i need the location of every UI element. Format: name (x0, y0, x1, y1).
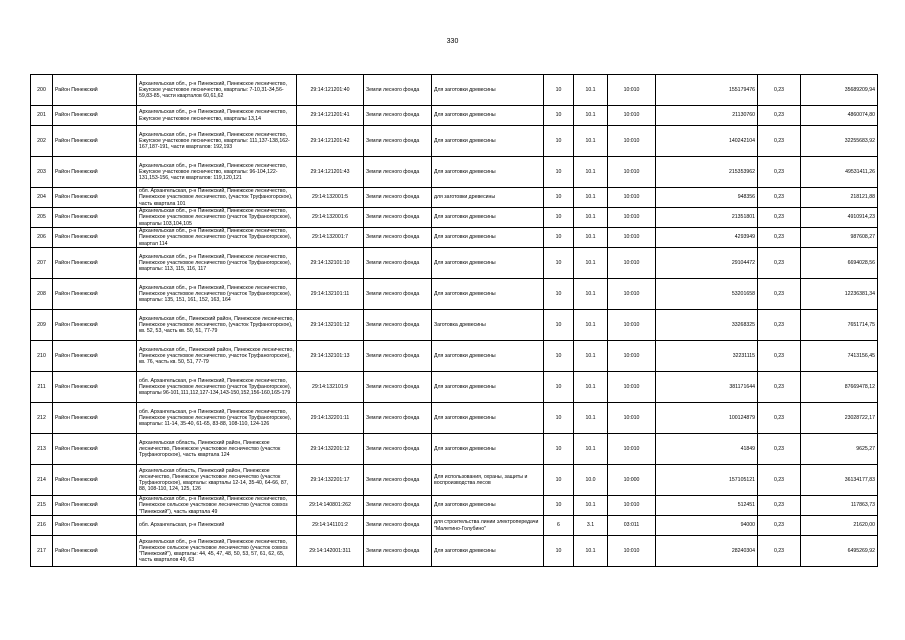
district-cell: Район Пинежский (53, 75, 137, 106)
area-value: 215353962 (656, 157, 758, 188)
address-cell: Архангельская обл., р-н Пинежский, Пинежское лесничество, Пинежское участковое лесничество (участок Труфаногорское), кварталы: 113, 115, 116, 117 (137, 248, 297, 279)
table-row (31, 496, 878, 516)
permitted-use: Для заготовки древесины (432, 157, 544, 188)
table-row (31, 279, 878, 310)
district-cell: Район Пинежский (53, 126, 137, 157)
area-value: 21351801 (656, 208, 758, 228)
group-code: 6 (544, 516, 574, 536)
address-cell: Архангельская обл., р-н Пинежский, Пинежское лесничество, Ежугское участковое лесничество, кварталы: 96-104,122-131,153-156, части кварталов: 119,120,121 (137, 157, 297, 188)
use-code: 03:011 (608, 516, 656, 536)
table-row (31, 465, 878, 496)
permitted-use: Для заготовки древесины (432, 75, 544, 106)
area-value: 100124879 (656, 403, 758, 434)
use-code: 10:010 (608, 372, 656, 403)
group-code: 10 (544, 372, 574, 403)
group-code: 10 (544, 536, 574, 567)
row-number: 202 (31, 126, 53, 157)
use-code: 10:010 (608, 75, 656, 106)
subgroup-code: 10.1 (574, 496, 608, 516)
rate-value: 0,23 (758, 106, 801, 126)
cadastral-number: 29:14:142001:311 (297, 536, 364, 567)
area-value: 948356 (656, 188, 758, 208)
cadastral-number: 29:14:132101:9 (297, 372, 364, 403)
area-value: 94000 (656, 516, 758, 536)
row-number: 216 (31, 516, 53, 536)
cadastral-value: 7413156,45 (801, 341, 878, 372)
row-number: 210 (31, 341, 53, 372)
land-category: Земли лесного фонда (364, 279, 432, 310)
row-number: 217 (31, 536, 53, 567)
row-number: 214 (31, 465, 53, 496)
district-cell: Район Пинежский (53, 279, 137, 310)
group-code: 10 (544, 279, 574, 310)
page-number: 330 (446, 38, 459, 45)
subgroup-code: 10.1 (574, 248, 608, 279)
rate-value: 0,23 (758, 403, 801, 434)
cadastral-number: 29:14:132201:12 (297, 434, 364, 465)
rate-value: 0,23 (758, 310, 801, 341)
subgroup-code: 10.1 (574, 106, 608, 126)
cadastral-value: 87669478,12 (801, 372, 878, 403)
land-category: Земли лесного фонда (364, 341, 432, 372)
permitted-use: Для заготовки древесины (432, 279, 544, 310)
subgroup-code: 10.0 (574, 465, 608, 496)
area-value: 157105121 (656, 465, 758, 496)
cadastral-value: 32255683,92 (801, 126, 878, 157)
use-code: 10:010 (608, 248, 656, 279)
address-cell: обл. Архангельская, р-н Пинежский, Пинежское лесничество, Пинежское участковое лесничество (участок Труфаногорское), кварталы: 11-14, 35-40, 61-65, 83-88, 108-110, 124-126 (137, 403, 297, 434)
cadastral-number: 29:14:141101:2 (297, 516, 364, 536)
permitted-use: Для заготовки древесины (432, 248, 544, 279)
land-category: Земли лесного фонда (364, 157, 432, 188)
address-cell: Архангельская обл., р-н Пинежский, Пинежское лесничество, Пинежское участковое лесничество (участок Труфаногорское), квартал 114 (137, 228, 297, 248)
rate-value: 0,23 (758, 248, 801, 279)
use-code: 10:010 (608, 403, 656, 434)
use-code: 10:010 (608, 310, 656, 341)
land-registry-table (30, 74, 878, 567)
cadastral-value: 6495269,92 (801, 536, 878, 567)
permitted-use: Для заготовки древесины (432, 536, 544, 567)
area-value: 41849 (656, 434, 758, 465)
use-code: 10:010 (608, 228, 656, 248)
permitted-use: Для заготовки древесины (432, 496, 544, 516)
permitted-use: Для использования, охраны, защиты и воспроизводства лесов (432, 465, 544, 496)
use-code: 10:010 (608, 208, 656, 228)
rate-value: 0,23 (758, 341, 801, 372)
district-cell: Район Пинежский (53, 228, 137, 248)
permitted-use: Для заготовки древесины (432, 372, 544, 403)
group-code: 10 (544, 208, 574, 228)
district-cell: Район Пинежский (53, 516, 137, 536)
group-code: 10 (544, 126, 574, 157)
table-row (31, 310, 878, 341)
row-number: 203 (31, 157, 53, 188)
permitted-use: Для заготовки древесины (432, 208, 544, 228)
permitted-use: Для заготовки древесины (432, 403, 544, 434)
subgroup-code: 10.1 (574, 310, 608, 341)
district-cell: Район Пинежский (53, 536, 137, 567)
group-code: 10 (544, 106, 574, 126)
row-number: 205 (31, 208, 53, 228)
district-cell: Район Пинежский (53, 310, 137, 341)
area-value: 32231115 (656, 341, 758, 372)
land-category: Земли лесного фонда (364, 434, 432, 465)
table-row (31, 403, 878, 434)
area-value: 4293949 (656, 228, 758, 248)
rate-value: 0,23 (758, 516, 801, 536)
land-category: Земли лесного фонда (364, 310, 432, 341)
cadastral-value: 21620,00 (801, 516, 878, 536)
address-cell: обл. Архангельская, р-н Пинежский, Пинежское лесничество, Пинежское участковое лесничество, (участок Труфаногорское), часть квартала 101 (137, 188, 297, 208)
cadastral-number: 29:14:132101:12 (297, 310, 364, 341)
cadastral-value: 23028722,17 (801, 403, 878, 434)
group-code: 10 (544, 341, 574, 372)
group-code: 10 (544, 188, 574, 208)
row-number: 211 (31, 372, 53, 403)
district-cell: Район Пинежский (53, 157, 137, 188)
cadastral-number: 29:14:132201:17 (297, 465, 364, 496)
use-code: 10:010 (608, 536, 656, 567)
address-cell: Архангельская область, Пинежский район, Пинежское лесничество, Пинежское участковое лесничество (участок Труфаногорское), часть квартала 124 (137, 434, 297, 465)
permitted-use: Заготовка древесины (432, 310, 544, 341)
group-code: 10 (544, 248, 574, 279)
subgroup-code: 3.1 (574, 516, 608, 536)
rate-value: 0,23 (758, 188, 801, 208)
row-number: 208 (31, 279, 53, 310)
subgroup-code: 10.1 (574, 228, 608, 248)
permitted-use: Для заготовки древесины (432, 434, 544, 465)
table-row (31, 188, 878, 208)
district-cell: Район Пинежский (53, 106, 137, 126)
address-cell: Архангельская обл., Пинежский район, Пинежское лесничество, Пинежское участковое лесничество, (участок Труфаногорское), кв. 52, 53, часть кв. 50, 51, 77-79 (137, 310, 297, 341)
group-code: 10 (544, 310, 574, 341)
subgroup-code: 10.1 (574, 372, 608, 403)
address-cell: Архангельская обл., р-н Пинежский, Пинежское лесничество, Ежугское участковое лесничество, кварталы: 7-10,31-34,56-59,83-85, части кварталов 60,61,62 (137, 75, 297, 106)
land-category: Земли лесного фонда (364, 372, 432, 403)
rate-value: 0,23 (758, 75, 801, 106)
row-number: 209 (31, 310, 53, 341)
group-code: 10 (544, 403, 574, 434)
subgroup-code: 10.1 (574, 403, 608, 434)
cadastral-value: 117863,73 (801, 496, 878, 516)
cadastral-value: 6694028,56 (801, 248, 878, 279)
land-category: Земли лесного фонда (364, 126, 432, 157)
cadastral-value: 49531411,26 (801, 157, 878, 188)
row-number: 201 (31, 106, 53, 126)
table-row (31, 434, 878, 465)
group-code: 10 (544, 496, 574, 516)
cadastral-value: 12236381,34 (801, 279, 878, 310)
district-cell: Район Пинежский (53, 188, 137, 208)
subgroup-code: 10.1 (574, 208, 608, 228)
group-code: 10 (544, 465, 574, 496)
cadastral-number: 29:14:132101:10 (297, 248, 364, 279)
cadastral-value: 36134177,83 (801, 465, 878, 496)
rate-value: 0,23 (758, 496, 801, 516)
row-number: 200 (31, 75, 53, 106)
district-cell: Район Пинежский (53, 403, 137, 434)
area-value: 381171644 (656, 372, 758, 403)
table-row (31, 106, 878, 126)
subgroup-code: 10.1 (574, 536, 608, 567)
address-cell: Архангельская обл., р-н Пинежский, Пинежское лесничество, Пинежское сельское участковое лесничество (участок совхоз "Пинежский"), часть квартала 49 (137, 496, 297, 516)
district-cell: Район Пинежский (53, 248, 137, 279)
area-value: 53201658 (656, 279, 758, 310)
district-cell: Район Пинежский (53, 208, 137, 228)
rate-value: 0,23 (758, 208, 801, 228)
table-row (31, 248, 878, 279)
row-number: 212 (31, 403, 53, 434)
cadastral-number: 29:14:132101:11 (297, 279, 364, 310)
subgroup-code: 10.1 (574, 75, 608, 106)
district-cell: Район Пинежский (53, 341, 137, 372)
cadastral-value: 9625,27 (801, 434, 878, 465)
address-cell: Архангельская обл., р-н Пинежский, Пинежское лесничество, Пинежское участковое лесничество (участок Труфаногорское), кварталы 103,104,105 (137, 208, 297, 228)
use-code: 10:010 (608, 279, 656, 310)
area-value: 140242104 (656, 126, 758, 157)
land-category: Земли лесного фонда (364, 516, 432, 536)
land-category: Земли лесного фонда (364, 465, 432, 496)
row-number: 204 (31, 188, 53, 208)
area-value: 21130760 (656, 106, 758, 126)
permitted-use: для строительства линии электропередачи "Малетино-Голубино" (432, 516, 544, 536)
rate-value: 0,23 (758, 228, 801, 248)
land-category: Земли лесного фонда (364, 403, 432, 434)
cadastral-value: 4910914,23 (801, 208, 878, 228)
cadastral-number: 29:14:121201:43 (297, 157, 364, 188)
district-cell: Район Пинежский (53, 434, 137, 465)
cadastral-value: 7651714,75 (801, 310, 878, 341)
cadastral-number: 29:14:132001:5 (297, 188, 364, 208)
rate-value: 0,23 (758, 536, 801, 567)
row-number: 206 (31, 228, 53, 248)
address-cell: Архангельская обл., р-н Пинежский, Пинежское лесничество, Ежугское участковое лесничество, кварталы 13,14 (137, 106, 297, 126)
subgroup-code: 10.1 (574, 279, 608, 310)
land-category: Земли лесного фонда (364, 228, 432, 248)
area-value: 512451 (656, 496, 758, 516)
permitted-use: Для заготовки древесины (432, 126, 544, 157)
district-cell: Район Пинежский (53, 465, 137, 496)
cadastral-number: 29:14:132001:6 (297, 208, 364, 228)
table-row (31, 536, 878, 567)
area-value: 28240304 (656, 536, 758, 567)
address-cell: обл. Архангельская, р-н Пинежский (137, 516, 297, 536)
subgroup-code: 10.1 (574, 188, 608, 208)
area-value: 155179476 (656, 75, 758, 106)
subgroup-code: 10.1 (574, 126, 608, 157)
district-cell: Район Пинежский (53, 372, 137, 403)
row-number: 213 (31, 434, 53, 465)
rate-value: 0,23 (758, 465, 801, 496)
cadastral-value: 4860074,80 (801, 106, 878, 126)
row-number: 207 (31, 248, 53, 279)
cadastral-number: 29:14:132101:13 (297, 341, 364, 372)
use-code: 10:010 (608, 496, 656, 516)
permitted-use: Для заготовки древесины (432, 106, 544, 126)
subgroup-code: 10.1 (574, 157, 608, 188)
rate-value: 0,23 (758, 279, 801, 310)
table-row (31, 372, 878, 403)
land-category: Земли лесного фонда (364, 188, 432, 208)
group-code: 10 (544, 228, 574, 248)
use-code: 10:010 (608, 341, 656, 372)
land-category: Земли лесного фонда (364, 208, 432, 228)
address-cell: обл. Архангельская, р-н Пинежский, Пинежское лесничество, Пинежское участковое лесничество (участок Труфаногорское), кварталы 96-101,111,112,127-134,143-150,152,156-160,165-179 (137, 372, 297, 403)
table-row (31, 228, 878, 248)
cadastral-number: 29:14:132001:7 (297, 228, 364, 248)
use-code: 10:010 (608, 188, 656, 208)
subgroup-code: 10.1 (574, 341, 608, 372)
permitted-use: Для заготовки древесины (432, 341, 544, 372)
use-code: 10:010 (608, 106, 656, 126)
area-value: 33268325 (656, 310, 758, 341)
use-code: 10:010 (608, 157, 656, 188)
cadastral-value: 987608,27 (801, 228, 878, 248)
permitted-use: для заготовки древесины (432, 188, 544, 208)
table-row (31, 75, 878, 106)
cadastral-number: 29:14:132201:11 (297, 403, 364, 434)
cadastral-number: 29:14:121201:42 (297, 126, 364, 157)
rate-value: 0,23 (758, 434, 801, 465)
cadastral-number: 29:14:121201:41 (297, 106, 364, 126)
table-row (31, 516, 878, 536)
land-category: Земли лесного фонда (364, 496, 432, 516)
rate-value: 0,23 (758, 157, 801, 188)
group-code: 10 (544, 157, 574, 188)
address-cell: Архангельская обл., р-н Пинежский, Пинежское лесничество, Пинежское участковое лесничество (участок Труфаногорское), кварталы: 135, 151, 161, 152, 163, 164 (137, 279, 297, 310)
cadastral-value: 218121,88 (801, 188, 878, 208)
address-cell: Архангельская обл., р-н Пинежский, Пинежское лесничество, Ежугское участковое лесничество, кварталы: 111,137-138,162-167,187-191, части кварталов: 192,193 (137, 126, 297, 157)
use-code: 10:000 (608, 465, 656, 496)
land-category: Земли лесного фонда (364, 536, 432, 567)
cadastral-value: 35689209,94 (801, 75, 878, 106)
district-cell: Район Пинежский (53, 496, 137, 516)
group-code: 10 (544, 434, 574, 465)
address-cell: Архангельская область, Пинежский район, Пинежское лесничество, Пинежское участковое лесничество (участок Труфаногорское), кварталы: кварталы 12-14, 35-40, 64-66, 87, 88, 108-110, 124, 125, 126 (137, 465, 297, 496)
use-code: 10:010 (608, 434, 656, 465)
rate-value: 0,23 (758, 372, 801, 403)
use-code: 10:010 (608, 126, 656, 157)
rate-value: 0,23 (758, 126, 801, 157)
address-cell: Архангельская обл., Пинежский район, Пинежское лесничество, Пинежское участковое лесничество, участок Труфаногорское), кв. 76, часть кв. 50, 51, 77-79 (137, 341, 297, 372)
table-row (31, 157, 878, 188)
permitted-use: Для заготовки древесины (432, 228, 544, 248)
table-row (31, 341, 878, 372)
row-number: 215 (31, 496, 53, 516)
table-row (31, 208, 878, 228)
land-category: Земли лесного фонда (364, 248, 432, 279)
land-category: Земли лесного фонда (364, 75, 432, 106)
address-cell: Архангельская обл., р-н Пинежский, Пинежское лесничество, Пинежское сельское участковое лесничество (участок совхоз "Пинежский"), кварталы: 44, 45, 47, 48, 50, 53, 57, 61, 62, 65, часть кварталов 49, 63 (137, 536, 297, 567)
group-code: 10 (544, 75, 574, 106)
cadastral-number: 29:14:140801:262 (297, 496, 364, 516)
land-category: Земли лесного фонда (364, 106, 432, 126)
subgroup-code: 10.1 (574, 434, 608, 465)
table-row (31, 126, 878, 157)
area-value: 29104472 (656, 248, 758, 279)
cadastral-number: 29:14:121201:40 (297, 75, 364, 106)
